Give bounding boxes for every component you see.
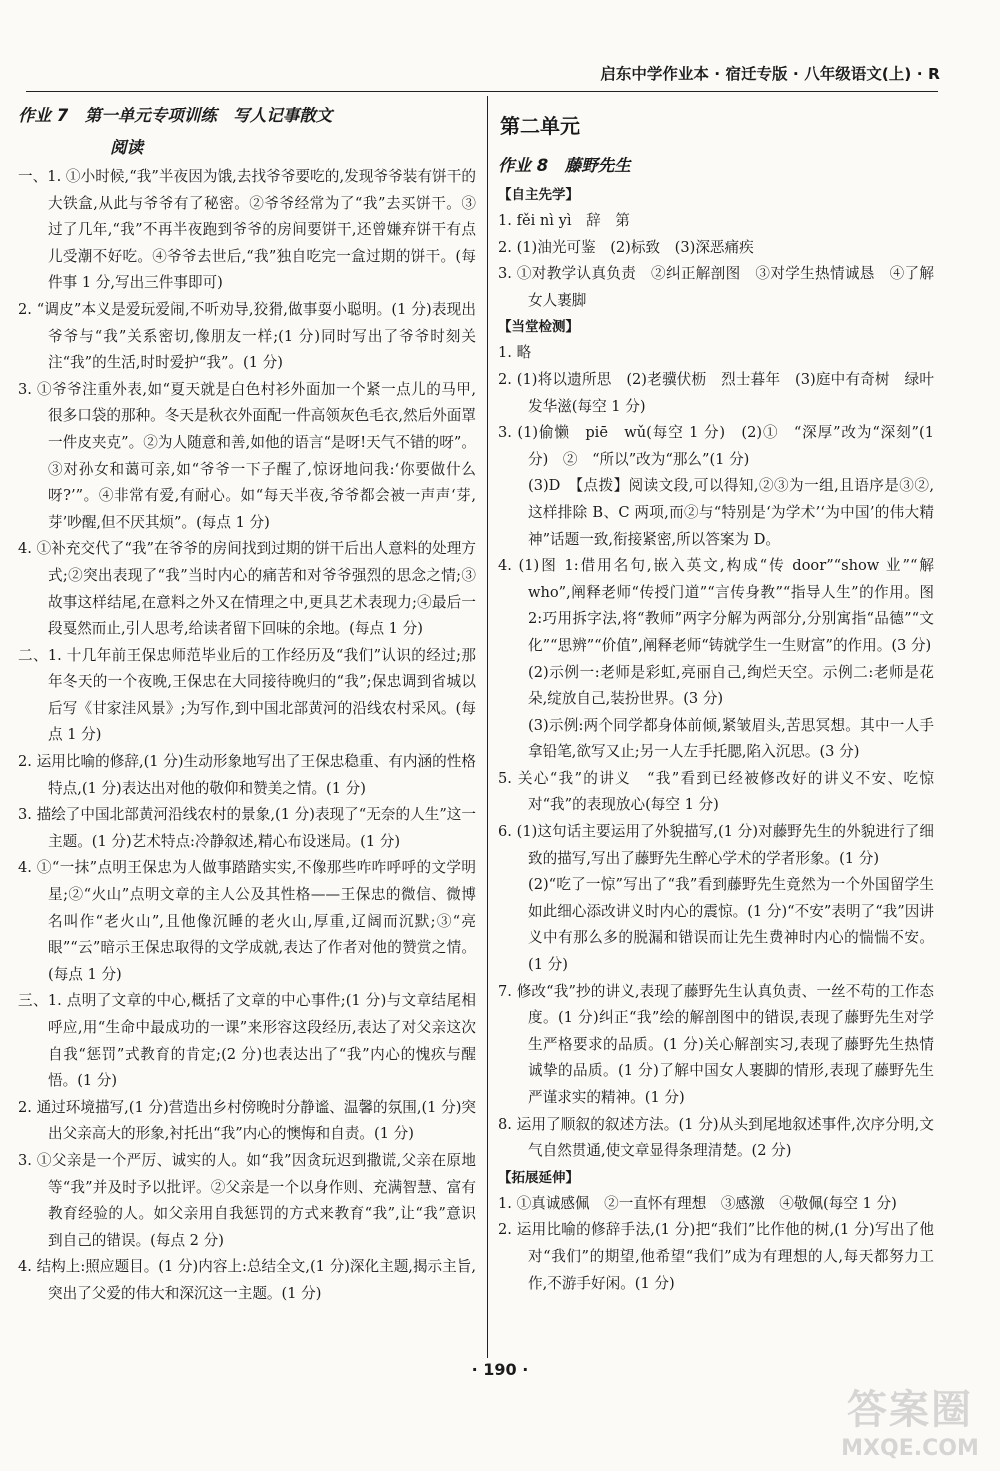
lesson7-title: 作业 7 第一单元专项训练 写人记事散文 [18,106,333,125]
answer-paragraph: (2)示例一:老师是彩虹,亮丽自己,绚烂天空。示例二:老师是花朵,绽放自己,装扮世界。(3 分) [528,663,934,708]
lesson7-title-cont: 阅读 [110,138,143,157]
left-answers [18,164,476,1308]
section-heading: 【自主先学】 [498,187,579,203]
answer-paragraph: 3. ①对教学认真负责 ②纠正解剖图 ③对学生热情诚恳 ④了解女人裹脚 [498,265,934,309]
left-column [18,100,476,1308]
answer-paragraph: 1. ①真诚感佩 ②一直怀有理想 ③感激 ④敬佩(每空 1 分) [498,1194,897,1212]
answer-paragraph: 3. 描绘了中国北部黄河沿线农村的景象,(1 分)表现了“无奈的人生”这一主题。(1 分)艺术特点:冷静叙述,精心布设迷局。(1 分) [18,806,476,850]
answer-paragraph: 2. (1)将以遗所思 (2)老骥伏枥 烈士暮年 (3)庭中有奇树 绿叶发华滋(每空 1 分) [498,370,934,415]
unit-title: 第二单元 [500,114,580,138]
right-column [498,100,949,1297]
section-heading: 【当堂检测】 [498,319,579,336]
lesson8-title: 作业 8 藤野先生 [498,156,631,175]
answer-paragraph: 三、1. 点明了文章的中心,概括了文章的中心事件;(1 分)与文章结尾相呼应,用“生命中最成功的一课”来形容这段经历,表达了对父亲这次自我“惩罚”式教育的肯定;(2 分)也表达出了“我”内心的愧疚与醒悟。(1 分) [18,992,476,1090]
answer-paragraph: 2. 通过环境描写,(1 分)营造出乡村傍晚时分静谧、温馨的氛围,(1 分)突出父亲高大的形象,衬托出“我”内心的懊悔和自责。(1 分) [18,1098,476,1143]
answer-paragraph: 2. “调皮”本义是爱玩爱闹,不听劝导,狡猾,做事耍小聪明。(1 分)表现出爷爷与“我”关系密切,像朋友一样;(1 分)同时写出了爷爷时刻关注“我”的生活,时时爱护“我”。(1 分) [18,300,476,372]
answer-paragraph: 4. ①“一抹”点明王保忠为人做事踏踏实实,不像那些咋咋呼呼的文学明星;②“火山”点明文章的主人公及其性格——王保忠的微信、微博名叫作“老火山”,且他像沉睡的老火山,厚重,辽阔而沉默;③“亮眼”“云”暗示王保忠取得的文学成就,表达了作者对他的赞赏之情。(每点 1 分) [18,859,476,983]
answer-paragraph: (2)“吃了一惊”写出了“我”看到藤野先生竟然为一个外国留学生如此细心添改讲义时内心的震惊。(1 分)“不安”表明了“我”因讲义中有那么多的脱漏和错误而让先生费神时内心的惴惴不安。(1 分) [528,876,934,974]
answer-paragraph: 1. 略 [498,344,532,362]
right-sections [498,182,949,1297]
answer-paragraph: 3. ①爷爷注重外表,如“夏天就是白色村衫外面加一个紧一点儿的马甲,很多口袋的那种。冬天是秋衣外面配一件高领灰色毛衣,然后外面罩一件皮夹克”。②为人随意和善,如他的语言“是呀!天气不错的呀”。③对孙女和蔼可亲,如“爷爷一下子醒了,惊讶地问我:‘你要做什么呀?’”。④非常有爱,有耐心。如“每天半夜,爷爷都会被一声声‘芽,芽’吵醒,但不厌其烦”。(每点 1 分) [18,380,476,531]
answer-paragraph: (3)示例:两个同学都身体前倾,紧皱眉头,苦思冥想。其中一人手拿铅笔,欲写又止;另一人左手托腮,陷入沉思。(3 分) [528,716,934,761]
answer-paragraph: 一、1. ①小时候,“我”半夜因为饿,去找爷爷要吃的,发现爷爷装有饼干的大铁盒,从此与爷爷有了秘密。②爷爷经常为了“我”去买饼干。③过了几年,“我”不再半夜跑到爷爷的房间要饼干,还曾嫌弃饼干有点儿受潮不好吃。④爷爷去世后,“我”独自吃完一盒过期的饼干。(每件事 1 分,写出三件事即可) [18,168,476,292]
answer-paragraph: 2. (1)油光可鉴 (2)标致 (3)深恶痛疾 [498,238,754,256]
answer-paragraph: 二、1. 十几年前王保忠师范毕业后的工作经历及“我们”认识的经过;那年冬天的一个夜晚,王保忠在大同接待晚归的“我”;保忠调到省城以后写《甘家洼风景》;为写作,到中国北部黄河的沿线农村采风。(每点 1 分) [18,646,476,744]
answer-paragraph: 2. 运用比喻的修辞手法,(1 分)把“我们”比作他的树,(1 分)写出了他对“我们”的期望,他希望“我们”成为有理想的人,每天都努力工作,不游手好闲。(1 分) [498,1221,934,1292]
column-divider [487,96,488,1358]
answer-paragraph: 1. fěi nì yì 辞 第 [498,212,630,229]
header-rule [26,91,938,92]
answer-paragraph: 5. 关心“我”的讲义 “我”看到已经被修改好的讲义不安、吃惊 对“我”的表现放心(每空 1 分) [498,769,949,814]
page-number: · 190 · [471,1360,529,1379]
section-heading: 【拓展延伸】 [498,1169,579,1186]
answer-paragraph: 4. 结构上:照应题目。(1 分)内容上:总结全文,(1 分)深化主题,揭示主旨,突出了父爱的伟大和深沉这一主题。(1 分) [18,1258,476,1302]
running-header: 启东中学作业本 · 宿迁专版 · 八年级语文(上) · R [600,65,940,83]
answer-paragraph: 3. (1)偷懒 piē wǔ(每空 1 分) (2)① “深厚”改为“深刻”(1 分) ② “所以”改为“那么”(1 分) [498,424,934,468]
watermark-logo [820,1385,1000,1471]
watermark-text: 答案圈 [847,1387,973,1433]
answer-paragraph: 4. ①补充交代了“我”在爷爷的房间找到过期的饼干后出人意料的处理方式;②突出表现了“我”当时内心的痛苦和对爷爷强烈的思念之情;③故事这样结尾,在意料之外又在情理之中,更具艺术表现力;④最后一段戛然而止,引人思考,给读者留下回味的余地。(每点 1 分) [18,540,476,638]
answer-paragraph: (3)D 【点拨】阅读文段,可以得知,②③为一组,且语序是③②,这样排除 B、C 两项,而②与“特别是‘为学术’‘为中国’的伟大精神”话题一致,衔接紧密,所以答案为 D。 [528,477,934,548]
answer-paragraph: 2. 运用比喻的修辞,(1 分)生动形象地写出了王保忠稳重、有内涵的性格特点,(1 分)表达出对他的敬仰和赞美之情。(1 分) [18,753,476,797]
answer-paragraph: 3. ①父亲是一个严厉、诚实的人。如“我”因贪玩迟到撒谎,父亲在原地等“我”并及时予以批评。②父亲是一个以身作则、充满智慧、富有教育经验的人。如父亲用自我惩罚的方式来教育“我”,让“我”意识到自己的错误。(每点 2 分) [18,1151,476,1249]
answer-paragraph: 4. (1)图 1:借用名句,嵌入英文,构成“传 door”“show 业”“解 who”,阐释老师“传授门道”“言传身教”“指导人生”的作用。图 2:巧用拆字法,将“教师”两字分解为两部分,分别寓指“品德”“文化”“思辨”“价值”,阐释老师“铸就学生一生财富”的作用。(3 分) [498,557,934,654]
answer-paragraph: 7. 修改“我”抄的讲义,表现了藤野先生认真负责、一丝不苟的工作态度。(1 分)纠正“我”绘的解剖图中的错误,表现了藤野先生对学生严格要求的品质。(1 分)关心解剖实习,表现了藤野先生热情诚挚的品质。(1 分)了解中国女人裹脚的情形,表现了藤野先生严谨求实的精神。(1 分) [498,982,934,1106]
watermark-url: MXQE.COM [841,1436,979,1461]
answer-paragraph: 6. (1)这句话主要运用了外貌描写,(1 分)对藤野先生的外貌进行了细致的描写,写出了藤野先生醉心学术的学者形象。(1 分) [498,823,934,867]
answer-paragraph: 8. 运用了顺叙的叙述方法。(1 分)从头到尾地叙述事件,次序分明,文气自然贯通,使文章显得条理清楚。(2 分) [498,1115,934,1160]
